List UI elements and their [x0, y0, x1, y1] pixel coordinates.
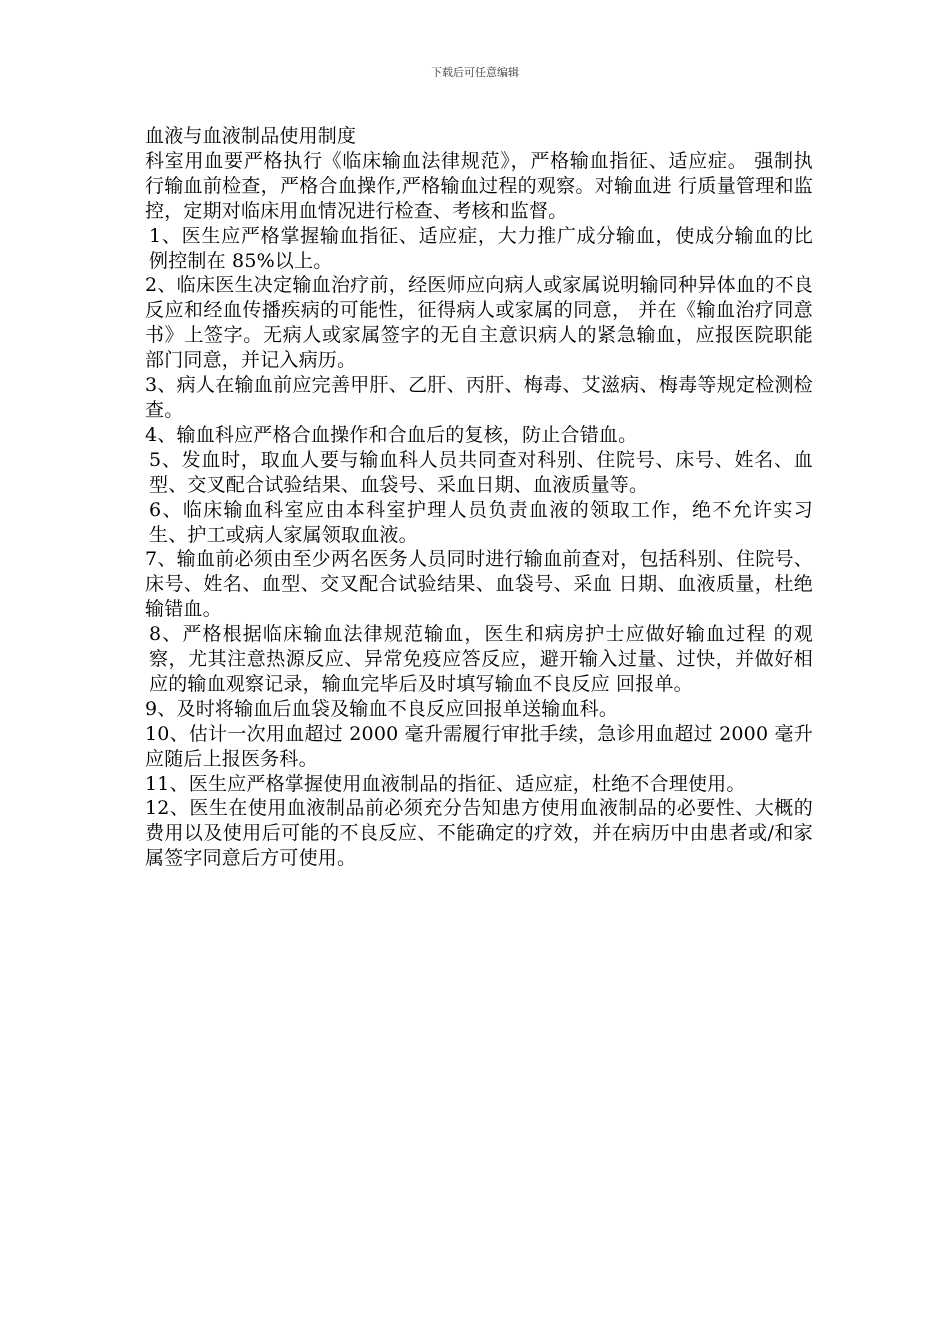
- document-body: [145, 124, 813, 871]
- rule-paragraph-7: 7、输血前必须由至少两名医务人员同时进行输血前查对，包括科别、住院号、床号、姓名、血型、交叉配合试验结果、血袋号、采血 日期、血液质量，杜绝输错血。: [145, 548, 813, 621]
- document-title: 血液与血液制品使用制度: [145, 125, 357, 147]
- rule-paragraph-10: 10、估计一次用血超过 2000 毫升需履行审批手续，急诊用血超过 2000 毫升应随后上报医务科。: [145, 722, 813, 770]
- rule-paragraph-4: 4、输血科应严格合血操作和合血后的复核，防止合错血。: [145, 423, 638, 446]
- rule-paragraph-9: 9、及时将输血后血袋及输血不良反应回报单送输血科。: [145, 697, 619, 720]
- rule-paragraph-12: 12、医生在使用血液制品前必须充分告知患方使用血液制品的必要性、大概的费用以及使用后可能的不良反应、不能确定的疗效，并在病历中由患者或/和家属签字同意后方可使用。: [145, 797, 813, 870]
- rule-paragraph-11: 11、医生应严格掌握使用血液制品的指征、适应症，杜绝不合理使用。: [145, 772, 746, 795]
- rule-paragraph-1: 1、医生应严格掌握输血指征、适应症，大力推广成分输血，使成分输血的比例控制在 85%以上。: [149, 224, 813, 272]
- page-header-note: 下载后可任意编辑: [431, 66, 519, 79]
- rule-paragraph-5: 5、发血时，取血人要与输血科人员共同查对科别、住院号、床号、姓名、血型、交叉配合试验结果、血袋号、采血日期、血液质量等。: [149, 448, 813, 496]
- rule-paragraph-8: 8、严格根据临床输血法律规范输血，医生和病房护士应做好输血过程 的观察，尤其注意热源反应、异常免疫应答反应，避开输入过量、过快，并做好相应的输血观察记录，输血完毕后及时填写输血不良反应 回报单。: [149, 623, 813, 695]
- rule-paragraph-3: 3、病人在输血前应完善甲肝、乙肝、丙肝、梅毒、艾滋病、梅毒等规定检测检查。: [145, 374, 813, 421]
- rule-paragraph-2: 2、临床医生决定输血治疗前，经医师应向病人或家属说明输同种异体血的不良反应和经血传播疾病的可能性，征得病人或家属的同意， 并在《输血治疗同意书》上签字。无病人或家属签字的无自主意识病人的紧急输血，应报医院职能部门同意，并记入病历。: [145, 274, 813, 372]
- rule-paragraph-6: 6、临床输血科室应由本科室护理人员负责血液的领取工作，绝不允许实习生、护工或病人家属领取血液。: [149, 498, 813, 546]
- intro-paragraph: 科室用血要严格执行《临床输血法律规范》，严格输血指征、适应症。 强制执行输血前检查，严格合血操作,严格输血过程的观察。对输血进 行质量管理和监控，定期对临床用血情况进行检查、考核和监督。: [145, 149, 813, 222]
